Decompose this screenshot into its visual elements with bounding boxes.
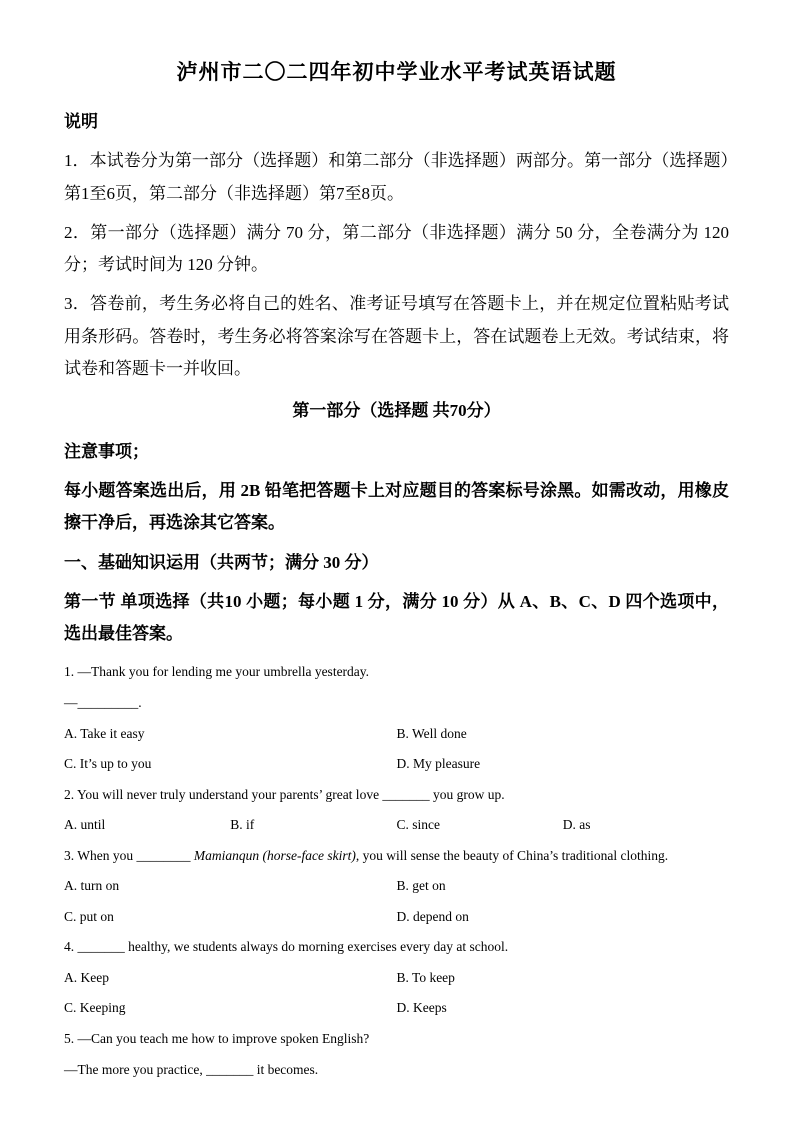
instruction-paragraph-3: 3．答卷前，考生务必将自己的姓名、准考证号填写在答题卡上，并在规定位置粘贴考试用条形码。答卷时，考生务必将答案涂写在答题卡上，答在试题卷上无效。考试结束，将试卷和答题卡一并收回。 xyxy=(64,294,729,379)
q2-option-b: B. if xyxy=(230,817,255,833)
section-one-heading: 一、基础知识运用（共两节；满分 30 分） xyxy=(64,552,379,572)
question-3 xyxy=(64,847,729,926)
notes-heading: 注意事项； xyxy=(64,441,149,461)
q3-option-b: B. get on xyxy=(396,878,446,894)
exam-title: 泸州市二〇二四年初中学业水平考试英语试题 xyxy=(176,60,617,84)
q1-option-b: B. Well done xyxy=(396,725,467,741)
q3-option-a: A. turn on xyxy=(64,878,120,894)
q2-option-d: D. as xyxy=(562,817,591,833)
question-1-options-row-2 xyxy=(64,755,729,773)
q1-option-d: D. My pleasure xyxy=(396,756,481,772)
question-4-stem: 4. _______ healthy, we students always do morning exercises every day at school. xyxy=(64,939,509,955)
question-3-options-row-1 xyxy=(64,877,729,895)
q1-option-c: C. It’s up to you xyxy=(64,756,152,772)
part-one-header: 第一部分（选择题 共70分） xyxy=(292,401,501,421)
question-3-stem-italic: Mamianqun (horse-face skirt) xyxy=(193,847,356,863)
q3-option-d: D. depend on xyxy=(396,908,469,924)
question-1 xyxy=(64,663,729,772)
notes-text: 每小题答案选出后，用 2B 铅笔把答题卡上对应题目的答案标号涂黑。如需改动，用橡皮擦干净后，再选涂其它答案。 xyxy=(64,480,729,533)
q4-option-d: D. Keeps xyxy=(396,1000,447,1016)
instruction-paragraph-1: 1．本试卷分为第一部分（选择题）和第二部分（非选择题）两部分。第一部分（选择题）第1至6页，第二部分（非选择题）第7至8页。 xyxy=(64,151,729,203)
question-5 xyxy=(64,1030,729,1078)
instructions-heading: 说明 xyxy=(64,112,98,131)
q4-option-b: B. To keep xyxy=(396,969,455,985)
question-1-stem-reply: —_________. xyxy=(64,695,142,710)
question-5-stem-reply: —The more you practice, _______ it becomes. xyxy=(64,1061,319,1077)
instruction-paragraph-2: 2．第一部分（选择题）满分 70 分，第二部分（非选择题）满分 50 分，全卷满分为 120 分；考试时间为 120 分钟。 xyxy=(64,222,729,275)
q1-option-a: A. Take it easy xyxy=(64,725,145,741)
question-4 xyxy=(64,938,729,1017)
question-2 xyxy=(64,786,729,834)
q2-option-c: C. since xyxy=(396,817,440,833)
question-4-options-row-2 xyxy=(64,999,729,1017)
question-3-options-row-2 xyxy=(64,908,729,926)
question-4-options-row-1 xyxy=(64,969,729,987)
q4-option-c: C. Keeping xyxy=(64,1000,126,1016)
question-3-stem-post: , you will sense the beauty of China’s traditional clothing. xyxy=(355,847,669,863)
q3-option-c: C. put on xyxy=(64,908,114,924)
question-1-stem: 1. —Thank you for lending me your umbrella yesterday. xyxy=(64,664,370,680)
q4-option-a: A. Keep xyxy=(64,969,109,985)
section-one-sub-heading: 第一节 单项选择（共10 小题；每小题 1 分，满分 10 分）从 A、B、C、D 四个选项中，选出最佳答案。 xyxy=(64,591,729,644)
question-5-stem: 5. —Can you teach me how to improve spoken English? xyxy=(64,1031,370,1047)
question-2-stem: 2. You will never truly understand your parents’ great love _______ you grow up. xyxy=(64,786,505,802)
question-3-stem xyxy=(64,847,729,865)
question-2-options-row xyxy=(64,816,729,834)
q2-option-a: A. until xyxy=(64,817,106,833)
question-1-options-row-1 xyxy=(64,725,729,743)
question-3-stem-pre: 3. When you ________ xyxy=(64,847,194,863)
